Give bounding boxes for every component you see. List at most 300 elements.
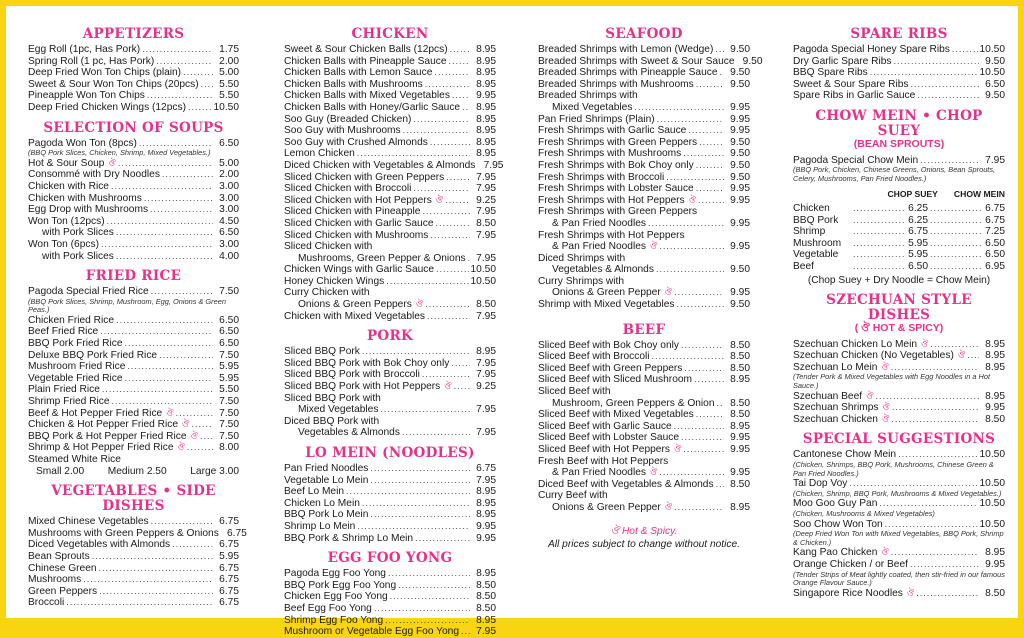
item-price: 9.95 (476, 520, 496, 532)
menu-item (28, 338, 239, 350)
item-name: Soo Guy with Crushed Almonds (284, 136, 428, 148)
item-price: 10.50 (979, 449, 1005, 461)
appetizers-list (28, 44, 239, 114)
item-name: Sliced Chicken with Green Peppers (284, 171, 445, 183)
item-name: Fresh Shrimps with Green Peppers (538, 206, 698, 218)
menu-item (793, 414, 1005, 426)
item-name: Vegetable Fried Rice (28, 372, 123, 384)
item-name: Mushrooms (28, 574, 82, 586)
item-price: 10.50 (979, 478, 1005, 490)
item-name: BBQ Pork Fried Rice (28, 338, 123, 350)
chili-pepper-icon: ঔ (881, 547, 889, 558)
item-price: 6.75 (476, 463, 496, 474)
item-name: Singapore Rice Noodles (793, 587, 903, 599)
menu-column-3 (538, 20, 763, 551)
item-name: Chicken Balls with Mushrooms (284, 78, 423, 90)
item-name: Pan Fried Shrimps (Plain) (538, 113, 655, 125)
item-price: 8.50 (730, 397, 750, 409)
menu-item (538, 490, 750, 502)
item-price: 7.95 (476, 404, 496, 416)
table-row (793, 215, 1005, 227)
menu-item (538, 363, 750, 375)
item-price: 7.50 (219, 419, 239, 431)
menu-item (284, 615, 496, 627)
item-name: Szechuan Shrimps (793, 402, 879, 414)
item-price: 8.95 (476, 78, 496, 90)
menu-item (284, 416, 496, 428)
menu-item (28, 442, 239, 454)
chili-pepper-icon: ঔ (182, 419, 190, 430)
item-name: Sliced Beef with Garlic Sauce (538, 420, 672, 432)
menu-item (284, 626, 496, 638)
item-name: Shrimp Lo Mein (284, 520, 356, 532)
item-name: Vegetables & Almonds (552, 264, 654, 276)
item-name: Broccoli (28, 597, 65, 609)
menu-item (28, 563, 239, 575)
menu-item (538, 456, 750, 468)
menu-item (538, 206, 750, 218)
item-price: 6.50 (219, 314, 239, 326)
menu-item (284, 591, 496, 603)
item-price: 5.50 (219, 90, 239, 102)
menu-item (793, 547, 1005, 559)
menu-item (538, 241, 750, 253)
item-name: Breaded Shrimps with Pineapple Sauce (538, 67, 718, 79)
item-price: 8.95 (730, 374, 750, 386)
menu-item (284, 358, 496, 370)
menu-item (28, 158, 239, 170)
item-name: & Pan Fried Noodles (552, 217, 647, 229)
item-name: Sliced Chicken with Garlic Sauce (284, 217, 434, 229)
item-price: 9.95 (730, 432, 750, 444)
item-price: 8.95 (985, 361, 1005, 373)
item-name: Chicken Balls with Honey/Garlic Sauce (284, 101, 461, 113)
menu-item (284, 264, 496, 276)
item-name: Deep Fried Won Ton Chips (plain) (28, 67, 182, 79)
item-price: 9.25 (476, 381, 496, 393)
menu-item (284, 404, 496, 416)
table-row (793, 226, 1005, 238)
item-name: Diced BBQ Pork with (284, 415, 380, 427)
table-row (793, 261, 1005, 273)
menu-item (284, 253, 496, 265)
menu-item (284, 102, 496, 114)
chili-pepper-icon: ঔ (921, 338, 929, 349)
menu-column-1 (28, 20, 247, 609)
item-price: 9.95 (730, 125, 750, 137)
item-name: Honey Chicken Wings (284, 275, 385, 287)
item-name: Pagoda Special Fried Rice (28, 286, 149, 298)
menu-item (793, 559, 1005, 571)
item-name: Curry Shrimps with (538, 275, 625, 287)
item-price: 8.95 (476, 125, 496, 137)
item-name: Curry Chicken with (284, 287, 370, 299)
item-price: 8.95 (476, 55, 496, 67)
price-disclaimer: All prices subject to change without notice. (548, 539, 740, 551)
item-price: 6.75 (227, 527, 247, 539)
item-name: Mushroom Fried Rice (28, 361, 126, 373)
item-price: 9.95 (985, 402, 1005, 414)
item-price: 5.95 (219, 372, 239, 384)
dish-name: Mushroom (793, 237, 842, 249)
item-price: 9.50 (730, 44, 750, 55)
chop-suey-price: 6.25 (908, 214, 928, 226)
item-price: 7.50 (219, 430, 239, 442)
item-price: 8.50 (476, 579, 496, 591)
item-name: Vegetables & Almonds (298, 427, 400, 439)
item-name: Chicken Fried Rice (28, 314, 115, 326)
menu-item (284, 79, 496, 91)
item-name: Shrimp & Hot Pepper Fried Rice (28, 442, 174, 454)
chili-pepper-icon: ঔ (650, 467, 658, 478)
section-title-pork: PORK (366, 328, 414, 345)
item-name: Fresh Shrimps with Bok Choy only (538, 159, 694, 171)
item-name: Sweet & Sour Won Ton Chips (20pcs) (28, 78, 199, 90)
menu-item (284, 90, 496, 102)
item-name: Breaded Shrimps with Sweet & Sour Sauce (538, 55, 735, 67)
menu-item (284, 148, 496, 160)
item-name: Szechuan Lo Mein (793, 361, 878, 373)
menu-item (538, 398, 750, 410)
item-price: 9.95 (730, 444, 750, 455)
item-name: Sliced Chicken with Pineapple (284, 206, 421, 218)
menu-item (284, 218, 496, 230)
menu-item (28, 373, 239, 385)
item-name: Pagoda Special Honey Spare Ribs (793, 44, 950, 55)
item-name: Won Ton (6pcs) (28, 238, 99, 250)
section-title-fried-rice: FRIED RICE (85, 268, 182, 285)
menu-item (28, 361, 239, 373)
item-price: 9.50 (730, 148, 750, 160)
item-price: 10.50 (979, 498, 1005, 510)
menu-item (538, 172, 750, 184)
item-price: 10.50 (470, 264, 496, 276)
item-name: Fresh Beef with Hot Peppers (538, 455, 669, 467)
menu-item (28, 216, 239, 228)
item-name: Spare Ribs in Garlic Sauce (793, 90, 916, 102)
item-name: Spring Roll (1 pc, Has Pork) (28, 55, 155, 67)
item-name: Sliced Beef with Mixed Vegetables (538, 409, 694, 421)
item-price: 5.00 (219, 157, 239, 169)
item-price: 8.95 (476, 509, 496, 521)
item-price: 10.50 (470, 275, 496, 287)
dish-name: Vegetable (793, 249, 839, 261)
chili-pepper-icon: ঔ (881, 413, 890, 424)
menu-item (538, 276, 750, 288)
item-price: 6.75 (219, 516, 239, 528)
item-name: Shrimp Egg Foo Yong (284, 614, 384, 626)
item-name: Mixed Vegetables (298, 404, 379, 416)
menu-item (28, 527, 247, 540)
steamed-rice-label: Steamed White Rice (28, 454, 121, 465)
menu-item (538, 444, 750, 456)
item-price: 8.95 (476, 568, 496, 580)
item-price: 7.95 (476, 252, 496, 264)
item-name: Sweet & Sour Chicken Balls (12pcs) (284, 44, 448, 55)
dish-name: Beef (793, 260, 814, 272)
item-price: 4.00 (219, 250, 239, 262)
egg-foo-yong-list (284, 568, 496, 638)
item-name: Sliced Beef with (538, 386, 611, 398)
item-price: 8.95 (985, 350, 1005, 362)
menu-item (28, 326, 239, 338)
item-price: 7.95 (476, 310, 496, 322)
item-name: Consommé with Dry Noodles (28, 169, 160, 181)
chili-pepper-icon: ঔ (435, 194, 444, 205)
item-price: 8.50 (476, 591, 496, 603)
menu-item (28, 384, 239, 396)
item-price: 7.50 (219, 396, 239, 408)
chili-pepper-icon: ঔ (906, 587, 915, 598)
chow-mein-subtitle: (BEAN SPROUTS) (853, 137, 945, 150)
menu-item (284, 287, 496, 299)
menu-item (538, 160, 750, 172)
item-price: 8.95 (476, 136, 496, 148)
menu-item (538, 253, 750, 265)
rice-large: Large 3.00 (190, 465, 239, 477)
item-price: 4.50 (219, 215, 239, 227)
item-price: 9.50 (985, 90, 1005, 102)
item-price: 3.00 (219, 192, 239, 204)
item-name: Mixed Chinese Vegetables (28, 516, 149, 528)
item-name: Sliced BBQ Pork with Hot Peppers (284, 381, 441, 393)
menu-item (284, 486, 496, 498)
item-price: 7.95 (476, 229, 496, 241)
menu-item (28, 181, 239, 193)
menu-item (28, 227, 239, 239)
chop-suey-price: 5.95 (908, 249, 928, 261)
item-price: 10.50 (979, 518, 1005, 530)
item-name: BBQ Pork Lo Mein (284, 509, 369, 521)
item-name: Deep Fried Chicken Wings (12pcs) (28, 101, 186, 113)
menu-item (284, 172, 496, 184)
menu-item (28, 586, 239, 598)
item-name: Beef Fried Rice (28, 326, 99, 338)
item-price: 8.95 (476, 497, 496, 509)
chow-mein-formula: (Chop Suey + Dry Noodle = Chow Mein) (807, 274, 991, 286)
menu-item (28, 251, 239, 263)
item-price: 9.50 (730, 264, 750, 276)
item-price: 8.95 (985, 390, 1005, 402)
item-price: 6.50 (219, 338, 239, 350)
item-price: 9.95 (730, 113, 750, 125)
section-title-beef: BEEF (622, 321, 666, 338)
chili-pepper-icon: ঔ (673, 444, 682, 454)
item-name: Cantonese Chow Mein (793, 449, 897, 461)
menu-item (28, 193, 239, 205)
chop-suey-price: 6.50 (908, 260, 928, 272)
item-price: 8.50 (985, 587, 1005, 599)
vegetables-list (28, 516, 247, 609)
item-name: Won Ton (12pcs) (28, 215, 105, 227)
item-price: 9.95 (476, 90, 496, 102)
item-price: 7.50 (219, 349, 239, 361)
item-name: Sliced Beef with Hot Peppers (538, 444, 670, 455)
menu-item (284, 241, 496, 253)
table-row (793, 203, 1005, 215)
menu-item (793, 67, 1005, 79)
table-row (793, 249, 1005, 261)
item-name: Egg Drop with Mushrooms (28, 204, 149, 216)
item-price: 5.50 (219, 384, 239, 396)
menu-item (284, 580, 496, 592)
item-name: Chicken Balls with Pineapple Sauce (284, 55, 447, 67)
menu-item (538, 183, 750, 195)
menu-item (28, 239, 239, 251)
seafood-list (538, 44, 763, 311)
section-title-chow-mein: CHOW MEIN • CHOP SUEY (815, 107, 983, 139)
item-name: Chicken Lo Mein (284, 497, 360, 509)
chili-pepper-icon: ঔ (866, 390, 874, 401)
menu-item (28, 574, 239, 586)
item-name: Tai Dop Voy (793, 478, 848, 490)
item-price: 9.50 (742, 55, 763, 67)
item-name: Green Peppers (28, 585, 98, 597)
rice-medium: Medium 2.50 (107, 465, 167, 477)
soups-list (28, 138, 239, 263)
item-price: 9.50 (985, 55, 1005, 67)
item-name: Soo Chow Won Ton (793, 518, 883, 530)
item-name: Szechuan Chicken (793, 413, 878, 425)
item-description: (Tender Strips of Meat lightly coated, then stir-fried in our famous Orange Flavour Sauce.) (793, 569, 1005, 588)
menu-item (28, 396, 239, 408)
item-price: 9.50 (730, 78, 750, 90)
pork-list (284, 346, 496, 439)
item-price: 8.50 (730, 409, 750, 421)
item-price: 7.50 (219, 286, 239, 298)
item-name: Sliced BBQ Pork with Broccoli (284, 369, 420, 381)
menu-item: Pagoda Special Chow Mein ..... 7.95 (793, 155, 1005, 167)
menu-item (793, 402, 1005, 414)
item-price: 7.95 (483, 159, 504, 171)
item-price: 8.95 (985, 338, 1005, 350)
item-price: 10.50 (213, 101, 239, 113)
item-price: 9.25 (476, 194, 496, 206)
item-name: Diced Beef with Vegetables & Almonds (538, 478, 714, 490)
fried-rice-list (28, 286, 239, 454)
item-price: 7.95 (476, 183, 496, 195)
chili-pepper-icon: ঔ (444, 381, 452, 392)
item-name: Sliced BBQ Pork (284, 346, 360, 358)
spicy-legend: ঔ Hot & Spicy. (610, 525, 678, 537)
item-name: Diced Chicken with Vegetables & Almonds (284, 159, 476, 171)
item-price: 9.95 (730, 467, 750, 479)
menu-item (284, 114, 496, 126)
menu-item (538, 79, 750, 91)
item-price: 7.95 (476, 369, 496, 381)
item-price: 2.00 (219, 55, 239, 67)
item-name: Breaded Shrimps with (538, 90, 638, 102)
item-name: Pagoda Won Ton (8pcs) (28, 137, 137, 149)
section-title-szechuan: SZECHUAN STYLE DISHES (826, 292, 972, 324)
section-title-lo-mein: LO MEIN (NOODLES) (305, 445, 475, 461)
item-price: 8.00 (219, 442, 239, 454)
item-price: 8.95 (476, 346, 496, 358)
item-price: 9.50 (730, 171, 750, 183)
table-row (793, 238, 1005, 250)
item-name: Bean Sprouts (28, 550, 90, 562)
menu-item (284, 206, 496, 218)
menu-item (28, 516, 239, 528)
item-price: 8.50 (730, 478, 750, 490)
item-name: Mushrooms with Green Peppers & Onions (28, 527, 219, 539)
item-price: 9.50 (730, 67, 750, 79)
menu-item (793, 56, 1005, 68)
item-name: Chicken with Mixed Vegetables (284, 310, 426, 322)
item-name: Chicken with Rice (28, 180, 109, 192)
item-price: 9.50 (730, 159, 750, 171)
item-name: BBQ Pork & Hot Pepper Fried Rice (28, 430, 187, 442)
item-price: 5.95 (219, 550, 239, 562)
item-name: & Pan Fried Noodles (552, 241, 647, 253)
item-name: & Pan Fried Noodles (552, 467, 647, 479)
item-price: 8.95 (476, 614, 496, 626)
item-price: 1.75 (219, 44, 239, 55)
item-name: Soo Guy with Mushrooms (284, 125, 401, 137)
item-description: (BBQ Pork Slices, Shrimp, Mushroom, Egg, Onions & Green Peas.) (28, 296, 226, 315)
item-price: 3.00 (219, 204, 239, 216)
item-price: 2.00 (219, 169, 239, 181)
item-price: 9.95 (730, 217, 750, 229)
menu-sheet (6, 6, 1018, 638)
item-name: Mushrooms, Green Pepper & Onions (298, 252, 466, 264)
menu-item (28, 597, 239, 609)
chili-pepper-icon: ঔ (610, 525, 620, 537)
item-price: 9.95 (730, 183, 750, 195)
menu-item (28, 90, 239, 102)
item-name: Hot & Sour Soup (28, 157, 105, 169)
item-price: 7.50 (219, 407, 239, 419)
item-name: Shrimp with Mixed Vegetables (538, 299, 675, 311)
item-price: 9.50 (730, 299, 750, 311)
item-name: Diced Vegetables with Almonds (28, 539, 171, 551)
item-price: 5.50 (219, 78, 239, 90)
beef-list (538, 340, 750, 514)
item-name: Shrimp Fried Rice (28, 396, 110, 408)
item-price: 9.95 (730, 241, 750, 253)
menu-item (793, 350, 1005, 362)
item-price: 8.95 (476, 44, 496, 55)
item-price: 9.95 (730, 287, 750, 299)
item-name: Szechuan Chicken Lo Mein (793, 338, 918, 350)
item-price: 8.50 (476, 602, 496, 614)
menu-item (284, 159, 504, 172)
menu-item (28, 102, 239, 114)
menu-item (538, 264, 750, 276)
menu-item (538, 421, 750, 433)
item-name: Sliced Chicken with Broccoli (284, 183, 412, 195)
menu-item (538, 125, 750, 137)
menu-item (28, 315, 239, 327)
chop-suey-price: 6.75 (908, 226, 928, 238)
item-price: 6.50 (219, 326, 239, 338)
item-name: Chicken Egg Foo Yong (284, 591, 388, 603)
menu-item (284, 183, 496, 195)
item-price: 6.75 (219, 597, 239, 609)
menu-item (538, 467, 750, 479)
item-name: BBQ Pork Egg Foo Yong (284, 579, 397, 591)
item-price: 8.95 (730, 420, 750, 432)
item-price: 7.95 (476, 357, 496, 369)
chili-pepper-icon: ঔ (415, 299, 424, 310)
menu-item (284, 369, 496, 381)
item-name: Plain Fried Rice (28, 384, 100, 396)
menu-item (28, 56, 239, 68)
chop-suey-table-header: CHOP SUEY CHOW MEIN (887, 189, 1005, 200)
item-name: Chicken Balls with Lemon Sauce (284, 67, 433, 79)
menu-item (284, 230, 496, 242)
chop-suey-table (793, 203, 1005, 273)
